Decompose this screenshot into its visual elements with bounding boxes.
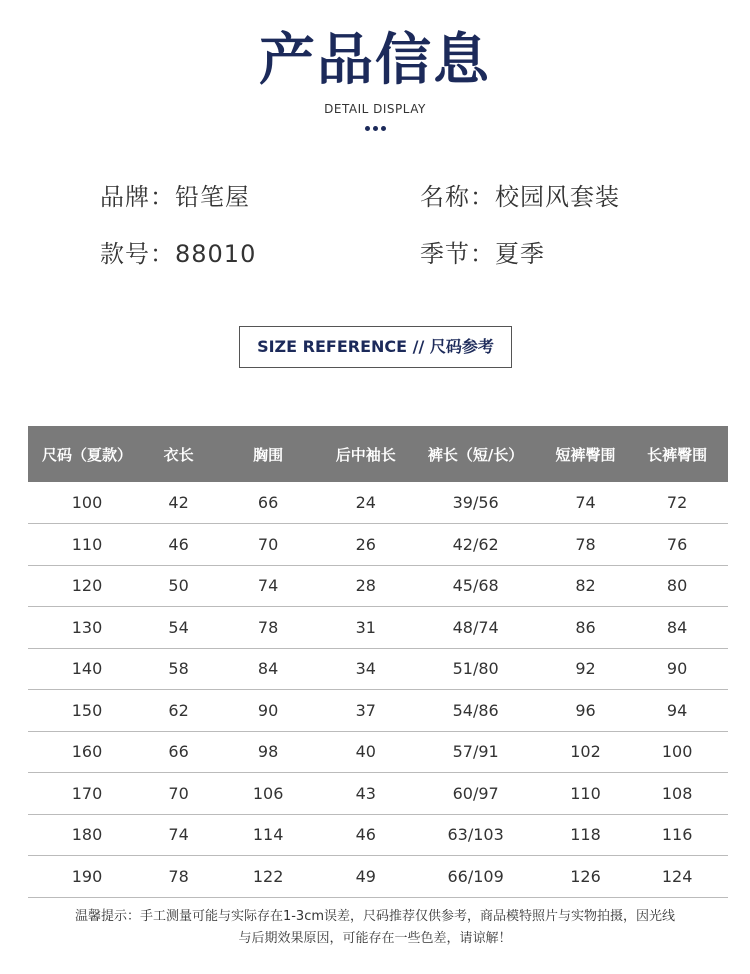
table-cell: 34: [325, 648, 406, 690]
table-cell: 54: [146, 607, 211, 649]
table-cell: 118: [545, 814, 626, 856]
table-cell: 63/103: [406, 814, 544, 856]
table-cell: 40: [325, 731, 406, 773]
table-row: [28, 482, 728, 524]
page-subtitle: DETAIL DISPLAY: [324, 102, 426, 116]
table-cell: 110: [28, 524, 146, 566]
table-cell: 100: [28, 482, 146, 524]
table-cell: 108: [626, 773, 728, 815]
header-chest: 胸围: [211, 426, 325, 482]
table-cell: 180: [28, 814, 146, 856]
header-size: 尺码（夏款）: [28, 426, 146, 482]
table-row: [28, 565, 728, 607]
table-row: [28, 690, 728, 732]
table-cell: 60/97: [406, 773, 544, 815]
table-cell: 70: [211, 524, 325, 566]
table-cell: 42/62: [406, 524, 544, 566]
table-cell: 54/86: [406, 690, 544, 732]
table-cell: 90: [626, 648, 728, 690]
table-row: [28, 731, 728, 773]
table-cell: 48/74: [406, 607, 544, 649]
table-cell: 140: [28, 648, 146, 690]
table-row: [28, 856, 728, 898]
table-cell: 72: [626, 482, 728, 524]
table-cell: 31: [325, 607, 406, 649]
table-cell: 62: [146, 690, 211, 732]
header-shorts-hip: 短裤臀围: [545, 426, 626, 482]
table-cell: 160: [28, 731, 146, 773]
table-cell: 58: [146, 648, 211, 690]
header-sleeve: 后中袖长: [325, 426, 406, 482]
table-cell: 190: [28, 856, 146, 898]
table-cell: 74: [545, 482, 626, 524]
table-row: [28, 773, 728, 815]
info-row: [100, 182, 660, 212]
table-cell: 114: [211, 814, 325, 856]
table-cell: 78: [545, 524, 626, 566]
table-cell: 170: [28, 773, 146, 815]
header-pants-length: 裤长（短/长）: [406, 426, 544, 482]
table-cell: 150: [28, 690, 146, 732]
title-block: [0, 28, 750, 131]
header-pants-hip: 长裤臀围: [626, 426, 728, 482]
table-cell: 84: [211, 648, 325, 690]
table-cell: 106: [211, 773, 325, 815]
table-cell: 84: [626, 607, 728, 649]
table-cell: 45/68: [406, 565, 544, 607]
table-cell: 90: [211, 690, 325, 732]
table-cell: 24: [325, 482, 406, 524]
table-cell: 28: [325, 565, 406, 607]
table-cell: 80: [626, 565, 728, 607]
dot-icon: [381, 126, 386, 131]
page-title: 产品信息: [259, 28, 491, 93]
table-cell: 57/91: [406, 731, 544, 773]
table-row: [28, 814, 728, 856]
table-cell: 76: [626, 524, 728, 566]
table-cell: 124: [626, 856, 728, 898]
table-row: [28, 648, 728, 690]
disclaimer-note: [20, 906, 730, 950]
table-cell: 102: [545, 731, 626, 773]
table-cell: 110: [545, 773, 626, 815]
table-cell: 78: [211, 607, 325, 649]
style-no-info: 款号：88010: [100, 240, 257, 268]
table-row: [28, 607, 728, 649]
dot-icon: [365, 126, 370, 131]
table-cell: 26: [325, 524, 406, 566]
table-cell: 130: [28, 607, 146, 649]
table-cell: 122: [211, 856, 325, 898]
table-cell: 74: [211, 565, 325, 607]
brand-info: 品牌：铅笔屋: [100, 183, 250, 211]
table-cell: 50: [146, 565, 211, 607]
table-cell: 66: [211, 482, 325, 524]
size-reference-label: SIZE REFERENCE // 尺码参考: [239, 326, 512, 368]
table-cell: 66: [146, 731, 211, 773]
header-length: 衣长: [146, 426, 211, 482]
note-line: 温馨提示：手工测量可能与实际存在1-3cm误差，尺码推荐仅供参考，商品模特照片与实物拍摄，因光线: [74, 909, 676, 924]
table-cell: 86: [545, 607, 626, 649]
size-table: [28, 426, 728, 898]
season-info: 季节：夏季: [420, 240, 545, 268]
table-cell: 98: [211, 731, 325, 773]
table-cell: 42: [146, 482, 211, 524]
table-cell: 66/109: [406, 856, 544, 898]
table-cell: 74: [146, 814, 211, 856]
product-info: [100, 182, 660, 296]
info-row: [100, 239, 660, 269]
note-line: 与后期效果原因，可能存在一些色差，请谅解！: [238, 931, 512, 946]
table-cell: 46: [325, 814, 406, 856]
table-cell: 120: [28, 565, 146, 607]
table-cell: 70: [146, 773, 211, 815]
table-cell: 116: [626, 814, 728, 856]
table-cell: 46: [146, 524, 211, 566]
table-cell: 100: [626, 731, 728, 773]
table-cell: 78: [146, 856, 211, 898]
table-cell: 96: [545, 690, 626, 732]
table-cell: 37: [325, 690, 406, 732]
dots-divider: [0, 126, 750, 131]
table-header-row: [28, 426, 728, 482]
table-row: [28, 524, 728, 566]
table-cell: 82: [545, 565, 626, 607]
table-cell: 126: [545, 856, 626, 898]
dot-icon: [373, 126, 378, 131]
table-cell: 49: [325, 856, 406, 898]
name-info: 名称：校园风套装: [420, 183, 620, 211]
table-cell: 51/80: [406, 648, 544, 690]
table-cell: 92: [545, 648, 626, 690]
table-cell: 39/56: [406, 482, 544, 524]
table-body: [28, 482, 728, 897]
table-cell: 43: [325, 773, 406, 815]
table-cell: 94: [626, 690, 728, 732]
